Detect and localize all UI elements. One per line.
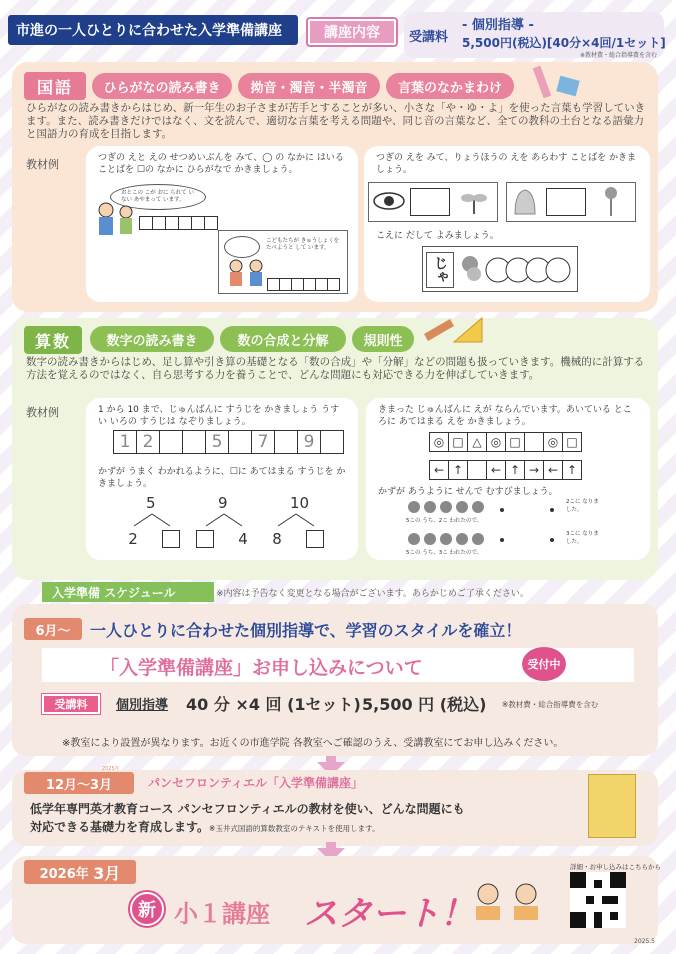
kokugo-subject-chip: 国語	[24, 72, 86, 100]
schedule-tag: 入学準備 スケジュール	[42, 582, 214, 602]
stage2-year: 2025年	[102, 766, 120, 772]
sansu-card2-question2: かずが あうように せんで むすびましょう。	[378, 487, 558, 497]
stage2-heading: パンセフロンティエル「入学準備講座」	[148, 776, 364, 790]
pattern-cell: △	[467, 432, 487, 452]
kokugo-card2-question2: こえに だして よみましょう。	[376, 231, 499, 241]
page-title	[8, 15, 298, 45]
pattern-cell: ←	[486, 460, 506, 480]
kokugo-topic-1: ひらがなの読み書き	[92, 73, 232, 99]
sansu-topic-1: 数字の読み書き	[90, 326, 214, 352]
pattern-cell: □	[505, 432, 525, 452]
sansu-card1-question2: かずが うまく わかれるように、☐に あてはまる すうじを かきましょう。	[98, 467, 346, 489]
kokugo-answer-grid-2	[268, 278, 340, 291]
sansu-card1-question: 1 から 10 まで、じゅんばんに すうじを かきましょう うすい いろの すうじは なぞりましょう。	[98, 405, 340, 427]
number-cell[interactable]: 2	[136, 430, 160, 454]
number-cell[interactable]: 9	[297, 430, 321, 454]
sansu-description: 数字の読み書きからはじめ、足し算や引き算の基礎となる「数の合成」や「分解」などの問題も扱っていきます。機械的に計算する方法を覚えるのではなく、自ら思考する力を養うことで、どんな問題にも対応できる力を伸ばしていきます。	[26, 356, 645, 381]
sprout-icon	[458, 186, 490, 216]
decomposition-tree	[120, 494, 184, 554]
number-cell[interactable]	[320, 430, 344, 454]
match-dot-4[interactable]	[550, 538, 554, 542]
page-title-text: 市進の一人ひとりに合わせた入学準備講座	[16, 23, 282, 39]
pattern-cell: ↑	[448, 460, 468, 480]
match-dot-1[interactable]	[500, 508, 504, 512]
pattern-row-shapes	[430, 432, 582, 452]
pattern-cell: ↑	[562, 460, 582, 480]
stage2-body	[30, 800, 465, 838]
pattern-cell: ◎	[429, 432, 449, 452]
pattern-cell: ◎	[543, 432, 563, 452]
textbook-icon	[588, 774, 636, 838]
pattern-cell: →	[524, 460, 544, 480]
kokugo-topic-2: 拗音・濁音・半濁音	[238, 73, 380, 99]
match-result-2: 3こに なりました。	[566, 531, 599, 545]
start-label: スタート！	[304, 894, 474, 934]
sansu-topic-2: 数の合成と分解	[220, 326, 346, 352]
number-grid	[114, 430, 344, 454]
classroom-note: ※教室により設置が異なります。お近くの市進学院 各教室へご確認のうえ、受講教室にてお申し込みください。	[62, 738, 564, 749]
stage2-body-line2	[30, 818, 465, 838]
number-cell[interactable]: 5	[205, 430, 229, 454]
pattern-cell: ←	[543, 460, 563, 480]
children-lunch-illustration	[226, 256, 268, 290]
speech-bubble-2: こどもたちが きゅうしょくを たべようと して います。	[266, 238, 340, 251]
sansu-subject-chip: 算数	[24, 326, 82, 354]
kokugo-example-label: 教材例	[26, 158, 59, 171]
apply-status-badge: 受付中	[522, 647, 566, 681]
kokugo-answer-grid-1	[140, 216, 218, 230]
fee-note: ※教材費・総合指導費を含む	[580, 52, 658, 59]
match-caption-2: 5この うち、3こ われたので、	[406, 550, 483, 556]
stage1-month: 6月〜	[24, 618, 82, 640]
boys-illustration	[92, 200, 140, 240]
tree-top-number: 9	[218, 494, 228, 512]
kokugo-description: ひらがなの読み書きからはじめ、新一年生のお子さまが苦手とすることが多い、小さな「や・ゆ・よ」を使った言葉も学習していきます。また、読み書きだけではなく、文を読んで、適切な言葉を考える問題や、同じ音の言葉など、全ての教科の土台となる語彙力と国語力の育成を目指します。	[26, 102, 646, 140]
match-dot-3[interactable]	[550, 508, 554, 512]
qr-label: 詳細・お申し込みはこちらから	[570, 863, 661, 871]
number-cell[interactable]: 1	[113, 430, 137, 454]
number-cell[interactable]	[228, 430, 252, 454]
number-cell[interactable]	[159, 430, 183, 454]
kokugo-card1-question: つぎの えと えの せつめいぶんを みて、◯ の なかに はいる ことばを ☐の なかに ひらがなで かきましょう。	[98, 153, 344, 175]
tree-right-cell: 4	[238, 530, 248, 548]
pattern-cell: □	[562, 432, 582, 452]
fee-label: 受講料	[409, 30, 449, 45]
kokugo-topic-3: 言葉のなかまわけ	[386, 73, 514, 99]
stage3-date	[24, 860, 136, 884]
ja-answer-circles	[456, 250, 576, 288]
fee2-price: 5,500 円 (税込)	[362, 695, 487, 714]
fee-price: 5,500円(税込)[40分×4回/1セット]	[462, 36, 666, 50]
ja-card: じゃ	[426, 252, 454, 288]
sansu-card2-question: きまった じゅんばんに えが ならんでいます。あいている ところに あてはまる えを かきましょう。	[378, 405, 632, 427]
stage2-month: 12月〜3月	[24, 772, 134, 794]
fee2-sessions: 40 分 ×4 回 (1セット)	[186, 695, 361, 714]
tree-top-number: 10	[290, 494, 310, 512]
sansu-example-label: 教材例	[26, 406, 59, 419]
document-code: 2025.5	[634, 938, 655, 945]
pattern-cell[interactable]	[467, 460, 487, 480]
eye-icon	[372, 190, 406, 212]
schedule-note: ※内容は予告なく変更となる場合がございます。あらかじめご了承ください。	[216, 589, 529, 599]
stage3-year: 2026年	[39, 866, 89, 882]
pattern-cell: ↑	[505, 460, 525, 480]
bell-icon	[510, 186, 540, 218]
fee-type: - 個別指導 -	[462, 18, 534, 33]
ruler-triangle-icon	[420, 310, 486, 346]
speech-bubble-1: おとこの こが おに られて いない あやまって います。	[110, 184, 206, 210]
pencil-eraser-icon	[530, 62, 586, 102]
new-badge: 新	[130, 892, 164, 926]
fee2-type: 個別指導	[116, 698, 169, 713]
pattern-cell[interactable]	[524, 432, 544, 452]
stage2-body-line1: 低学年専門英才教育コース パンセフロンティエルの教材を使い、どんな問題にも	[30, 802, 465, 816]
match-result-1: 2こに なりました。	[566, 499, 599, 513]
pattern-cell: □	[448, 432, 468, 452]
answer-box-2[interactable]	[546, 188, 586, 216]
match-dot-2[interactable]	[500, 538, 504, 542]
tree-left-cell[interactable]	[196, 530, 214, 548]
tree-right-cell[interactable]	[162, 530, 180, 548]
decomposition-trees	[120, 494, 340, 554]
tree-left-cell: 8	[272, 530, 282, 548]
pattern-cell: ←	[429, 460, 449, 480]
bubble-icon	[224, 236, 260, 258]
decomposition-tree	[264, 494, 328, 554]
stage2-body-line2-text: 対応できる基礎力を育成します。	[30, 820, 210, 834]
pattern-row-arrows	[430, 460, 582, 480]
number-cell[interactable]: 7	[251, 430, 275, 454]
stage1-heading: 一人ひとりに合わせた個別指導で、学習のスタイルを確立！	[90, 621, 522, 640]
sansu-topic-3: 規則性	[352, 326, 414, 352]
stage2-sub-note: ※玉井式国語的算数教室のテキストを使用します。	[209, 824, 380, 833]
flower-icon	[596, 184, 626, 218]
pattern-cell: ◎	[486, 432, 506, 452]
apply-title: 「入学準備講座」お申し込みについて	[100, 657, 423, 679]
match-caption-1: 5この うち、2こ われたので、	[406, 518, 483, 524]
dots-group-1	[406, 498, 490, 516]
stage3-month: 3月	[93, 863, 121, 883]
start-course-label: 小１講座	[174, 900, 270, 928]
tree-left-cell: 2	[128, 530, 138, 548]
fee2-note: ※教材費・総合指導費を含む	[502, 700, 599, 709]
tree-top-number: 5	[146, 494, 156, 512]
kokugo-card2-question: つぎの えを みて、りょうほうの えを あらわす ことばを かきましょう。	[376, 153, 636, 175]
fee2-tag: 受講料	[42, 694, 100, 714]
dots-group-2	[406, 530, 490, 548]
number-cell[interactable]	[274, 430, 298, 454]
students-illustration	[472, 880, 546, 924]
content-tag: 講座内容	[308, 19, 396, 45]
number-cell[interactable]	[182, 430, 206, 454]
qr-code-icon[interactable]	[570, 872, 626, 928]
answer-box-1[interactable]	[410, 188, 450, 216]
decomposition-tree	[192, 494, 256, 554]
tree-right-cell[interactable]	[306, 530, 324, 548]
